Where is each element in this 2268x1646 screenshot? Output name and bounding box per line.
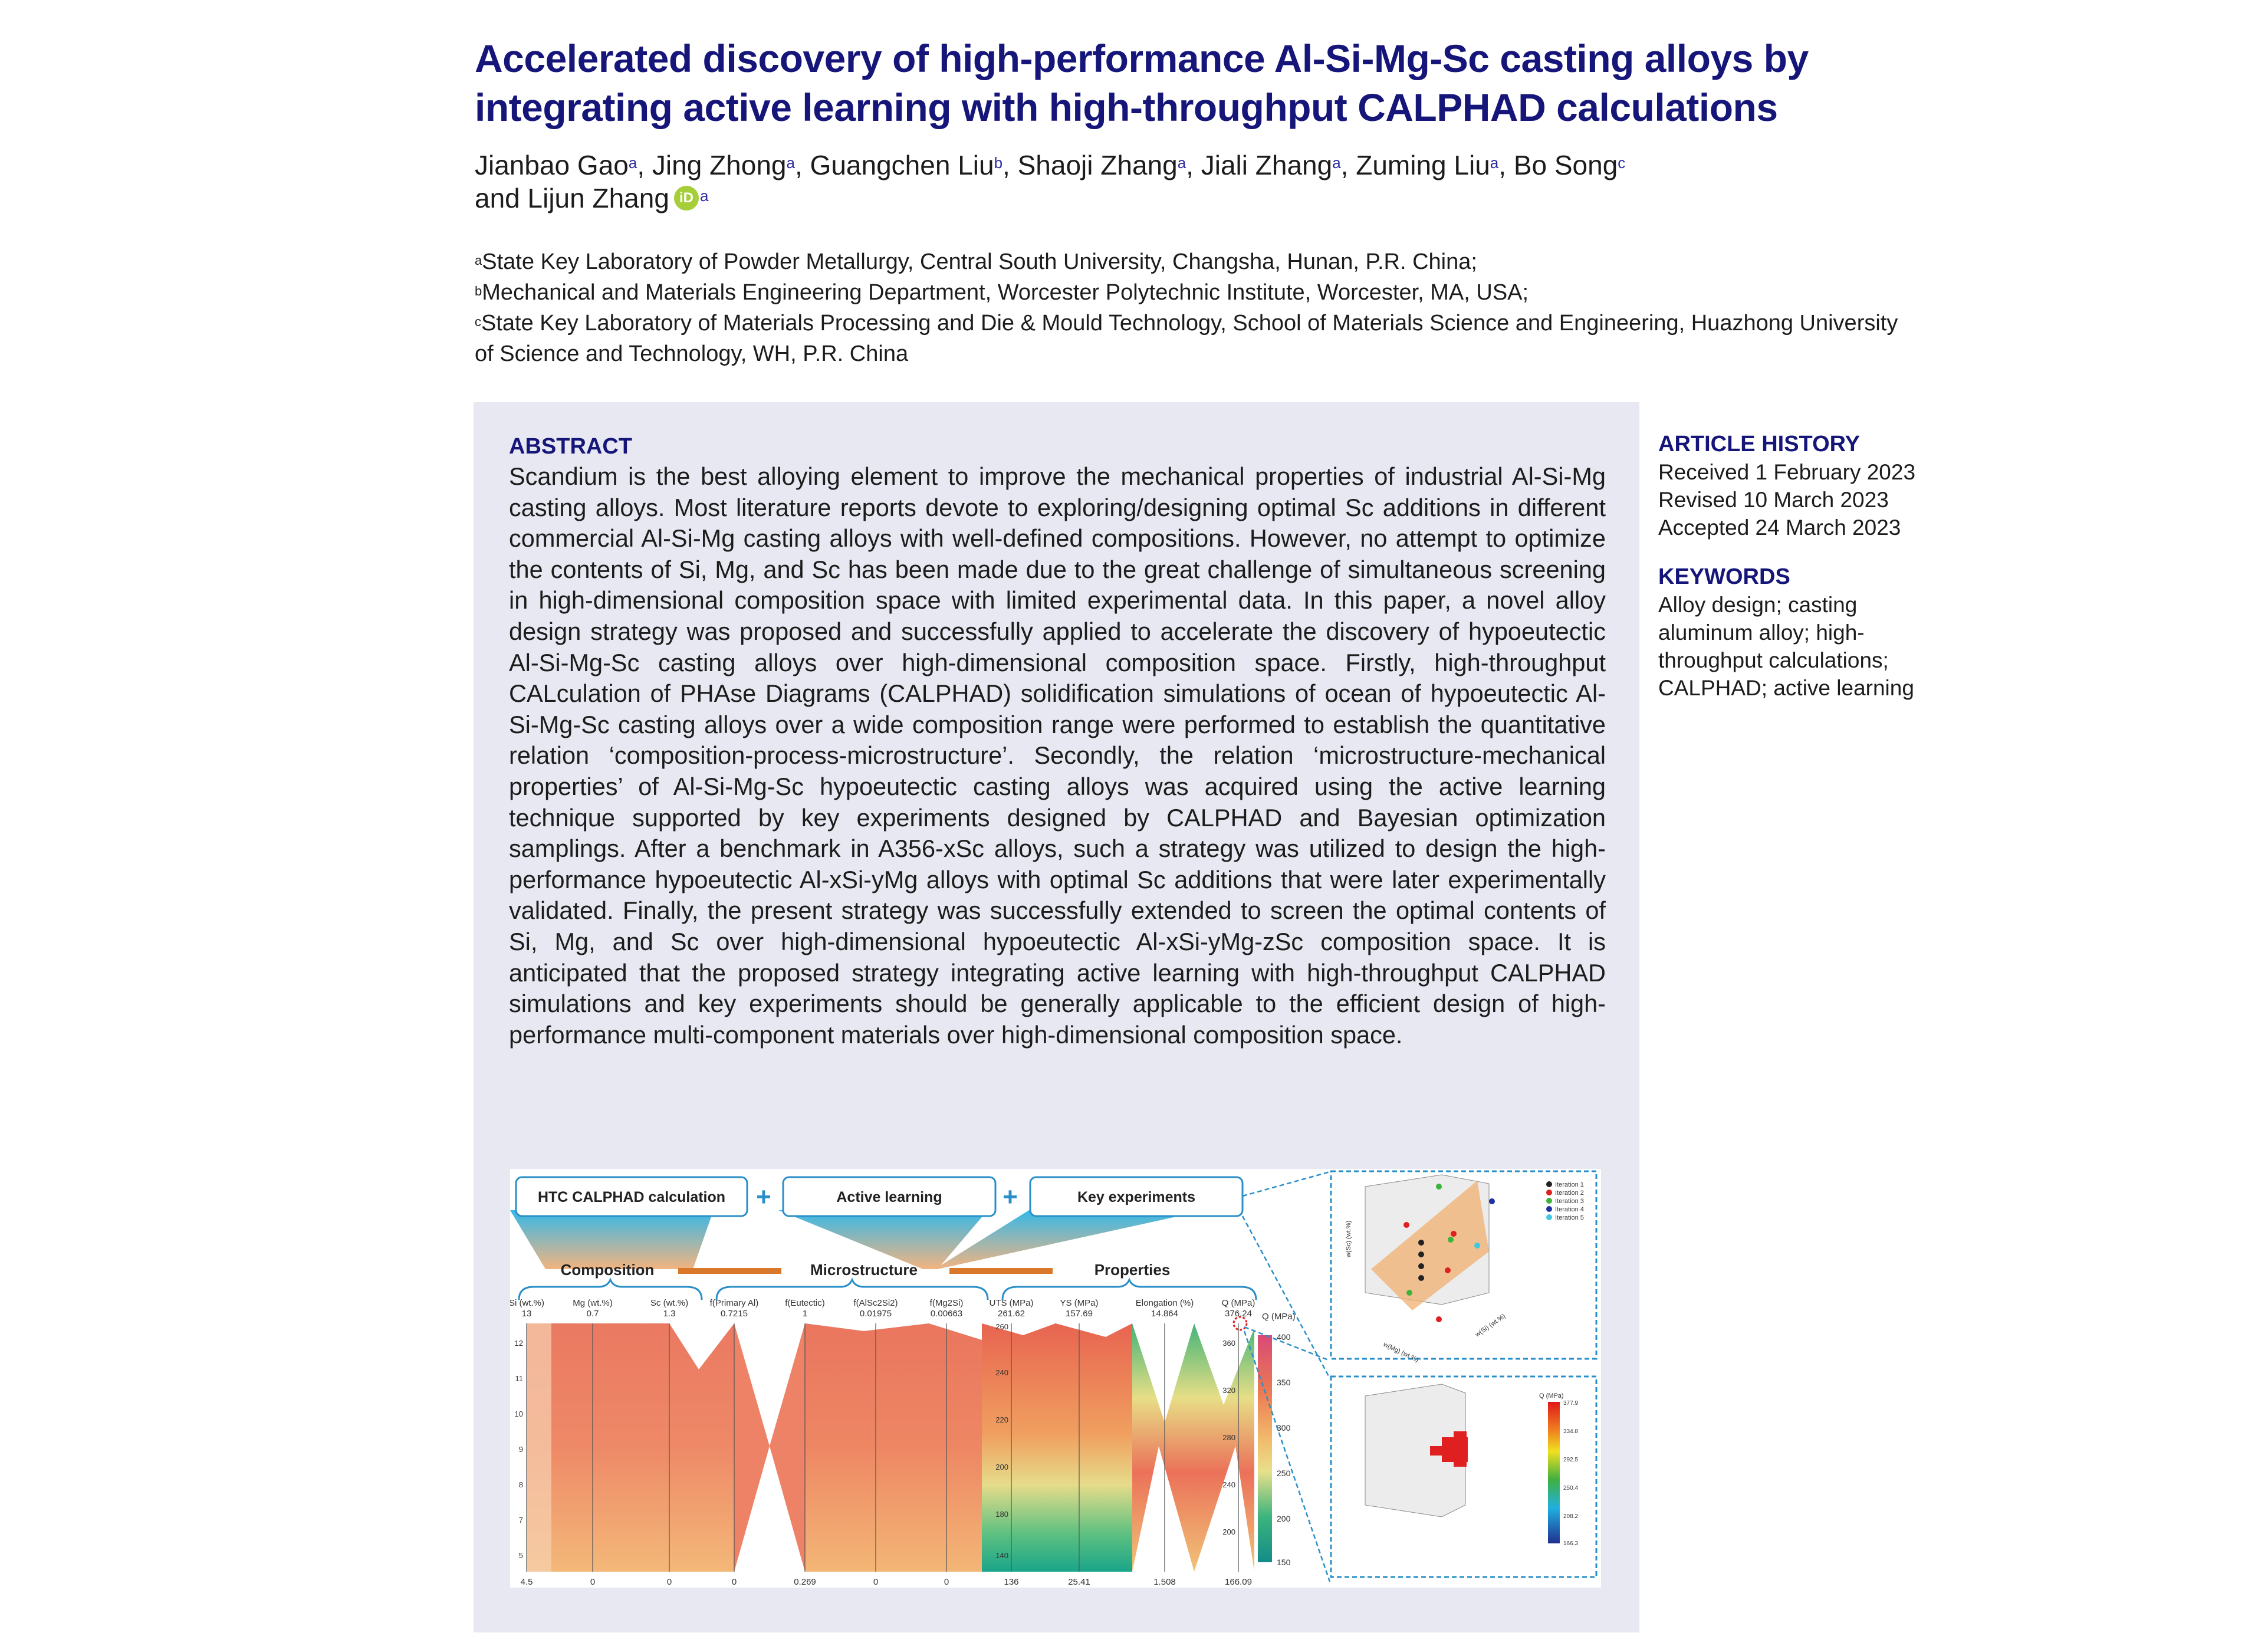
svg-text:0.7215: 0.7215 — [721, 1309, 748, 1319]
optimum-marker — [1234, 1317, 1247, 1330]
svg-text:Si (wt.%): Si (wt.%) — [510, 1298, 544, 1308]
svg-text:0: 0 — [944, 1577, 949, 1587]
svg-text:14.864: 14.864 — [1151, 1309, 1178, 1319]
q-colorbar — [1258, 1312, 1296, 1567]
svg-text:377.9: 377.9 — [1563, 1400, 1579, 1407]
author[interactable]: Shaoji Zhang$^a$ — [1017, 150, 1186, 180]
keywords — [1658, 563, 1941, 702]
method-boxes — [510, 1177, 1243, 1269]
svg-text:Composition: Composition — [560, 1261, 655, 1279]
svg-text:0: 0 — [873, 1577, 879, 1587]
title-line-1: Accelerated discovery of high-performance Al-Si-Mg-Sc casting alloys by — [475, 37, 1809, 80]
svg-text:180: 180 — [995, 1510, 1008, 1519]
svg-text:1: 1 — [802, 1309, 808, 1319]
svg-text:0: 0 — [590, 1577, 596, 1587]
svg-text:13: 13 — [521, 1309, 532, 1319]
svg-text:Active learning: Active learning — [836, 1189, 942, 1205]
accepted-date: Accepted 24 March 2023 — [1658, 515, 1901, 540]
svg-text:f(AlSc2Si2): f(AlSc2Si2) — [853, 1298, 898, 1308]
svg-text:8: 8 — [518, 1480, 523, 1489]
svg-text:292.5: 292.5 — [1563, 1457, 1579, 1463]
svg-text:w(Sc) (wt.%): w(Sc) (wt.%) — [1345, 1220, 1352, 1257]
svg-text:166.3: 166.3 — [1563, 1540, 1579, 1547]
svg-text:f(Mg2Si): f(Mg2Si) — [929, 1298, 964, 1308]
svg-text:Mg (wt.%): Mg (wt.%) — [573, 1298, 613, 1308]
svg-text:360: 360 — [1222, 1339, 1235, 1348]
svg-text:10: 10 — [514, 1410, 523, 1418]
author[interactable]: Bo Song$^c$ — [1513, 150, 1626, 180]
svg-text:0.01975: 0.01975 — [859, 1309, 892, 1319]
svg-text:Iteration 2: Iteration 2 — [1555, 1190, 1584, 1197]
svg-text:0.00663: 0.00663 — [930, 1309, 963, 1319]
svg-text:0: 0 — [731, 1577, 737, 1587]
svg-text:261.62: 261.62 — [998, 1309, 1025, 1319]
svg-text:260: 260 — [995, 1322, 1008, 1331]
svg-text:7: 7 — [518, 1516, 523, 1525]
orcid-icon[interactable]: iD — [674, 186, 699, 211]
article-history — [1658, 431, 1941, 541]
author[interactable]: Jianbao Gao$^a$ — [475, 150, 637, 180]
svg-text:f(Eutectic): f(Eutectic) — [785, 1298, 825, 1308]
svg-text:300: 300 — [1277, 1423, 1291, 1433]
title-line-2: integrating active learning with high-throughput CALPHAD calculations — [475, 86, 1778, 129]
svg-text:200: 200 — [1277, 1514, 1291, 1523]
svg-text:UTS (MPa): UTS (MPa) — [989, 1298, 1034, 1308]
keywords-heading: KEYWORDS — [1658, 564, 1790, 589]
svg-text:136: 136 — [1004, 1577, 1019, 1587]
received-date: Received 1 February 2023 — [1658, 460, 1916, 484]
keyword-line: aluminum alloy; high- — [1658, 620, 1865, 645]
graphical-abstract — [510, 1169, 1601, 1588]
svg-text:240: 240 — [995, 1368, 1008, 1377]
abstract-body: Scandium is the best alloying element to improve the mechanical properties of industrial Al-Si-Mg casting alloys. Most literature reports devote to exploring/designing optimal Sc additions in different commercial Al-Si-Mg casting alloys with well-defined compositions. However, no attempt to optimize the contents of Si, Mg, and Sc has been made due to the great challenge of simultaneous screening in high-dimensional composition space with limited experimental data. In this paper, a novel alloy design strategy was proposed and successfully applied to accelerate the discovery of hypoeutectic Al-Si-Mg-Sc casting alloys over high-dimensional composition space. Firstly, high-throughput CALculation of PHAse Diagrams (CALPHAD) solidification simulations of ocean of hypoeutectic Al-Si-Mg-Sc casting alloys over a wide composition range were performed to establish the quantitative relation ‘composition-process-microstructure’. Secondly, the relation ‘microstructure-mechanical properties’ of Al-Si-Mg-Sc hypoeutectic casting alloys was acquired using the active learning technique supported by key experiments designed by CALPHAD and Bayesian optimization samplings. After a benchmark in A356-xSc alloys, such a strategy was utilized to design the high-performance hypoeutectic Al-xSi-yMg alloys with optimal Sc additions that were later experimentally validated. Finally, the present strategy was successfully extended to screen the optimal contents of Si, Mg, and Sc over high-dimensional hypoeutectic Al-xSi-yMg-zSc composition space. It is anticipated that the proposed strategy integrating active learning with high-throughput CALPHAD simulations and key experiments should be generally applicable to the efficient design of high-performance multi-component materials over high-dimensional composition space. — [509, 462, 1606, 1049]
author-list — [475, 149, 1919, 215]
svg-text:250.4: 250.4 — [1563, 1485, 1579, 1491]
svg-text:+: + — [1002, 1182, 1018, 1211]
affiliation-c: $^c$State Key Laboratory of Materials Processing and Die & Mould Technology, School of Materials Science and Engineering, Huazhong University of Science and Technology, WH, P.R. China — [475, 311, 1898, 366]
author[interactable]: Zuming Liu$^a$ — [1356, 150, 1499, 180]
svg-text:376.24: 376.24 — [1225, 1309, 1252, 1319]
svg-text:220: 220 — [995, 1415, 1008, 1424]
svg-text:w(Si) (wt.%): w(Si) (wt.%) — [1474, 1312, 1507, 1339]
affiliation-b: $^b$Mechanical and Materials Engineering Department, Worcester Polytechnic Institute, Worcester, MA, USA; — [475, 280, 1529, 305]
svg-text:HTC CALPHAD calculation: HTC CALPHAD calculation — [537, 1189, 726, 1205]
affiliation-a: $^a$State Key Laboratory of Powder Metallurgy, Central South University, Changsha, Hunan, P.R. China; — [475, 249, 1477, 274]
abstract-heading: ABSTRACT — [509, 434, 632, 459]
svg-text:YS (MPa): YS (MPa) — [1060, 1298, 1099, 1308]
svg-text:Key experiments: Key experiments — [1077, 1189, 1196, 1205]
svg-text:11: 11 — [515, 1374, 523, 1383]
affiliations — [475, 247, 1914, 369]
author[interactable]: Jiali Zhang$^a$ — [1201, 150, 1341, 180]
svg-text:0.7: 0.7 — [586, 1309, 599, 1319]
svg-text:5: 5 — [518, 1551, 523, 1560]
svg-text:320: 320 — [1222, 1386, 1235, 1395]
svg-text:280: 280 — [1222, 1433, 1235, 1442]
svg-text:1.3: 1.3 — [663, 1309, 676, 1319]
plot-3d-q-map — [1331, 1376, 1596, 1577]
svg-text:166.09: 166.09 — [1225, 1577, 1252, 1587]
svg-text:157.69: 157.69 — [1066, 1309, 1093, 1319]
svg-text:Microstructure: Microstructure — [810, 1261, 918, 1279]
svg-text:Iteration 3: Iteration 3 — [1555, 1198, 1584, 1205]
group-labels — [519, 1261, 1256, 1300]
author[interactable]: Jing Zhong$^a$ — [652, 150, 795, 180]
svg-text:350: 350 — [1277, 1378, 1291, 1387]
svg-text:Q (MPa): Q (MPa) — [1221, 1298, 1255, 1308]
svg-text:Iteration 5: Iteration 5 — [1555, 1214, 1584, 1221]
svg-text:240: 240 — [1222, 1480, 1235, 1489]
svg-text:Q (MPa): Q (MPa) — [1539, 1392, 1564, 1399]
svg-text:25.41: 25.41 — [1068, 1577, 1090, 1587]
svg-text:Sc (wt.%): Sc (wt.%) — [650, 1298, 689, 1308]
author-line-2: and Lijun Zhang iD $^a$ — [475, 183, 709, 213]
svg-text:0: 0 — [666, 1577, 672, 1587]
author[interactable]: Guangchen Liu$^b$ — [810, 150, 1003, 180]
plot-3d-iterations — [1331, 1171, 1596, 1364]
svg-text:200: 200 — [1222, 1527, 1235, 1536]
svg-text:+: + — [756, 1182, 771, 1211]
author[interactable]: Lijun Zhang — [527, 183, 669, 213]
svg-text:Elongation (%): Elongation (%) — [1135, 1298, 1194, 1308]
article-history-heading: ARTICLE HISTORY — [1658, 432, 1861, 456]
svg-text:Properties: Properties — [1094, 1261, 1171, 1279]
keyword-line: Alloy design; casting — [1658, 593, 1858, 617]
svg-text:0.269: 0.269 — [794, 1577, 816, 1587]
keyword-line: CALPHAD; active learning — [1658, 676, 1914, 700]
article-title — [475, 34, 1949, 132]
svg-text:200: 200 — [995, 1463, 1008, 1471]
graphical-abstract-svg — [510, 1169, 1601, 1588]
author-line-1: Jianbao Gao$^a$, Jing Zhong$^a$, Guangchen Liu$^b$, Shaoji Zhang$^a$, Jiali Zhang$^a$, Zuming Liu$^a$, Bo Song$^c$ — [475, 150, 1626, 180]
revised-date: Revised 10 March 2023 — [1658, 488, 1889, 512]
keyword-line: throughput calculations; — [1658, 648, 1889, 672]
svg-text:9: 9 — [518, 1445, 523, 1454]
svg-text:1.508: 1.508 — [1153, 1577, 1176, 1587]
svg-text:Iteration 4: Iteration 4 — [1555, 1206, 1584, 1213]
svg-text:208.2: 208.2 — [1563, 1513, 1579, 1520]
svg-text:334.8: 334.8 — [1563, 1428, 1579, 1435]
svg-text:12: 12 — [514, 1339, 523, 1348]
svg-text:4.5: 4.5 — [520, 1577, 533, 1587]
svg-text:Q (MPa): Q (MPa) — [1262, 1312, 1296, 1322]
svg-text:400: 400 — [1277, 1332, 1291, 1342]
svg-text:140: 140 — [995, 1551, 1008, 1560]
svg-text:w(Mg) (wt.%): w(Mg) (wt.%) — [1382, 1341, 1420, 1364]
svg-text:250: 250 — [1277, 1468, 1291, 1478]
svg-text:150: 150 — [1277, 1558, 1291, 1567]
parallel-coordinates-plot — [510, 1298, 1255, 1587]
svg-text:f(Primary Al): f(Primary Al) — [709, 1298, 759, 1308]
svg-text:Iteration 1: Iteration 1 — [1555, 1181, 1584, 1188]
